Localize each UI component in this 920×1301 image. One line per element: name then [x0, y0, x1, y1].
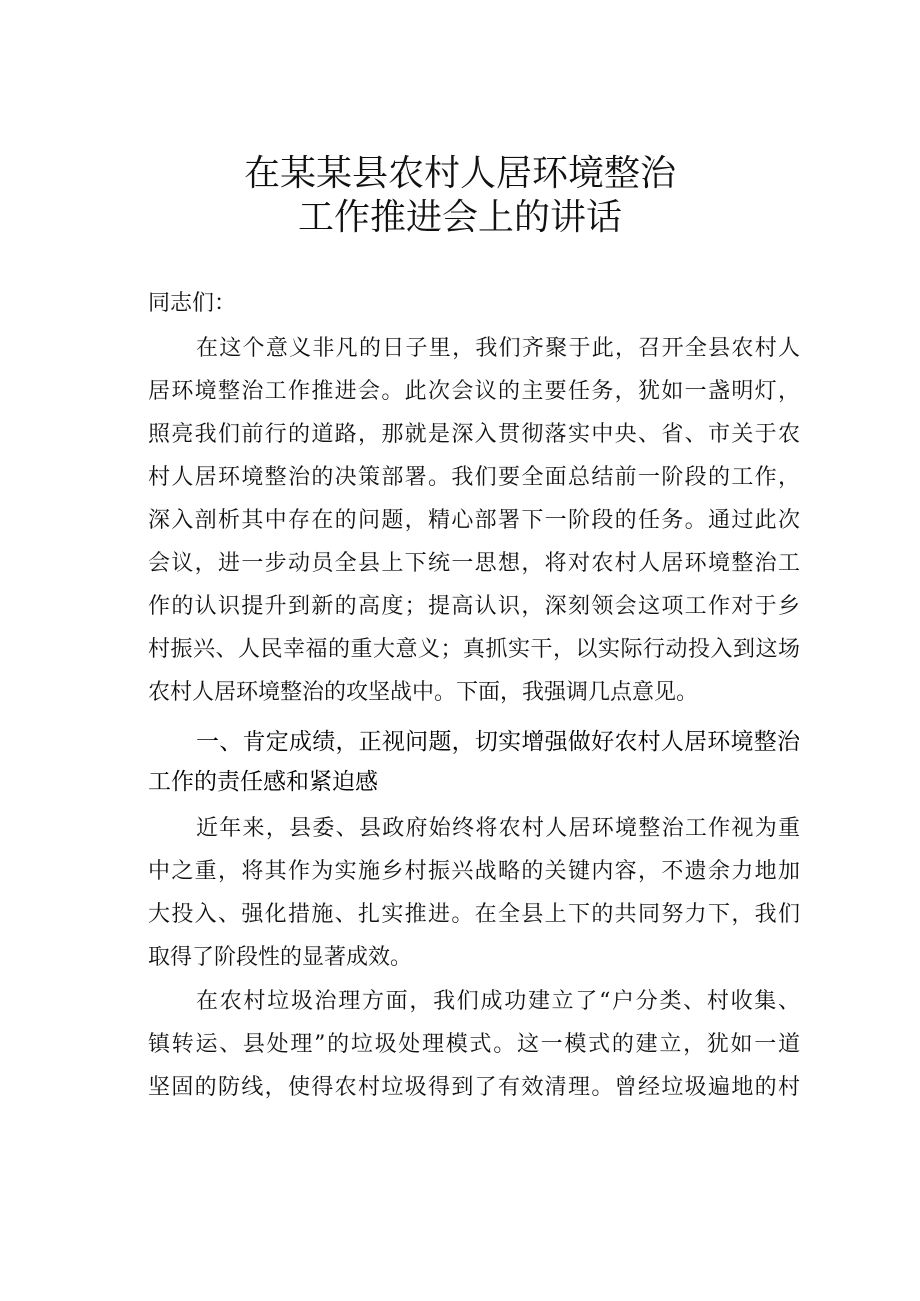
paragraph-3-line: 在农村垃圾治理方面，我们成功建立了“户分类、村收集、 — [196, 989, 800, 1014]
document-title-line-2: 工作推进会上的讲话 — [297, 197, 622, 238]
section-heading-1-line: 一、肯定成绩，正视问题，切实增强做好农村人居环境整治 — [196, 729, 800, 755]
salutation: 同志们： — [148, 291, 237, 316]
paragraph-1-line: 会议，进一步动员全县上下统一思想，将对农村人居环境整治工 — [148, 551, 800, 576]
paragraph-1-line: 村振兴、人民幸福的重大意义；真抓实干，以实际行动投入到这场 — [148, 637, 800, 662]
paragraph-1-line: 居环境整治工作推进会。此次会议的主要任务，犹如一盏明灯， — [148, 379, 800, 404]
paragraph-1-line: 照亮我们前行的道路，那就是深入贯彻落实中央、省、市关于农 — [148, 422, 800, 447]
paragraph-2-line: 近年来，县委、县政府始终将农村人居环境整治工作视为重 — [196, 816, 800, 841]
section-heading-1-line: 工作的责任感和紧迫感 — [148, 769, 378, 795]
paragraph-2-line: 大投入、强化措施、扎实推进。在全县上下的共同努力下，我们 — [148, 902, 800, 927]
paragraph-3-line: 镇转运、县处理”的垃圾处理模式。这一模式的建立，犹如一道 — [148, 1032, 800, 1057]
paragraph-2-line: 取得了阶段性的显著成效。 — [148, 945, 413, 970]
paragraph-3-line: 坚固的防线，使得农村垃圾得到了有效清理。曾经垃圾遍地的村 — [148, 1075, 800, 1100]
paragraph-2-line: 中之重，将其作为实施乡村振兴战略的关键内容，不遗余力地加 — [148, 859, 800, 884]
paragraph-1-line: 作的认识提升到新的高度；提高认识，深刻领会这项工作对于乡 — [148, 594, 800, 619]
paragraph-1-line: 深入剖析其中存在的问题，精心部署下一阶段的任务。通过此次 — [148, 508, 800, 533]
paragraph-1-line: 村人居环境整治的决策部署。我们要全面总结前一阶段的工作， — [148, 465, 800, 490]
paragraph-1-line: 在这个意义非凡的日子里，我们齐聚于此，召开全县农村人 — [196, 336, 800, 361]
paragraph-1-line: 农村人居环境整治的攻坚战中。下面，我强调几点意见。 — [148, 680, 699, 705]
document-title-line-1: 在某某县农村人居环境整治 — [243, 153, 676, 194]
